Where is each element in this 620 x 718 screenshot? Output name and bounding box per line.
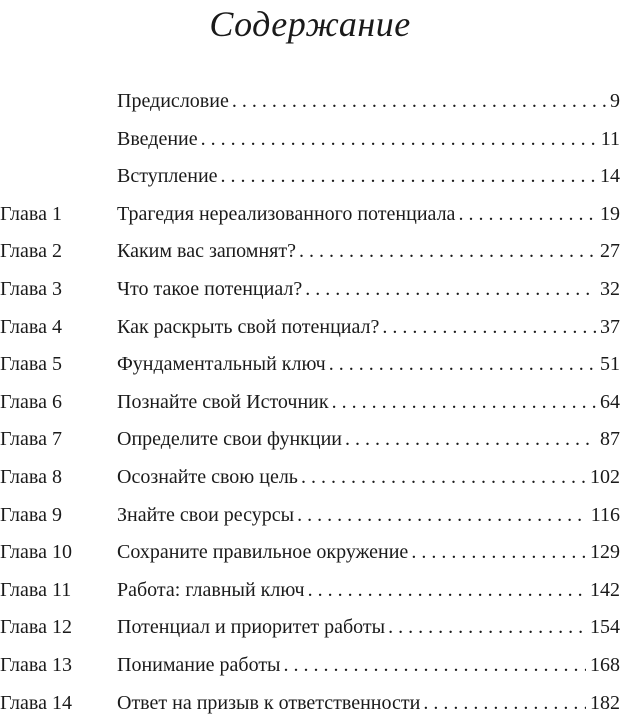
toc-page-number: 182 <box>590 691 620 714</box>
toc-entry-title: Определите свои функции <box>117 428 342 451</box>
toc-chapter-label: Глава 11 <box>0 578 72 601</box>
toc-dot-leader <box>411 537 586 567</box>
toc-entry <box>117 86 620 116</box>
toc-entry <box>117 688 620 718</box>
toc-row <box>0 86 620 116</box>
toc-chapter-label: Глава 9 <box>0 503 62 526</box>
toc-row <box>0 236 620 266</box>
toc-row <box>0 124 620 154</box>
page-title: Содержание <box>209 4 411 44</box>
toc-page-number: 64 <box>600 390 620 413</box>
toc-entry-title: Осознайте свою цель <box>117 466 298 488</box>
toc-entry-title: Трагедия нереализованного потенциала <box>117 202 456 225</box>
toc-page-number: 9 <box>610 90 620 112</box>
toc-entry <box>117 387 620 417</box>
toc-page-number: 51 <box>600 353 620 376</box>
toc-entry <box>117 612 620 642</box>
toc-dot-leader <box>329 349 596 379</box>
toc-entry <box>117 462 620 492</box>
toc-chapter-label: Глава 12 <box>0 616 72 639</box>
toc-page-number: 116 <box>590 503 620 526</box>
toc-entry <box>117 161 620 191</box>
toc-dot-leader <box>221 161 596 191</box>
toc-row <box>0 161 620 191</box>
toc-entry-title: Работа: главный ключ <box>117 578 305 601</box>
toc-dot-leader <box>301 462 586 492</box>
toc-row <box>0 424 620 454</box>
toc-entry-title: Что такое потенциал? <box>117 278 303 300</box>
toc-page-number: 37 <box>600 315 620 338</box>
toc-entry <box>117 650 620 680</box>
toc-row <box>0 349 620 379</box>
toc-entry-title: Как раскрыть свой потенциал? <box>117 315 380 338</box>
toc-row <box>0 537 620 567</box>
toc-page-number: 19 <box>600 202 620 225</box>
toc-row <box>0 650 620 680</box>
toc-entry <box>117 537 620 567</box>
toc-row <box>0 462 620 492</box>
toc-row <box>0 274 620 304</box>
toc-entry-title: Понимание работы <box>117 654 281 676</box>
toc-chapter-label: Глава 7 <box>0 428 62 451</box>
toc-dot-leader <box>201 124 597 154</box>
toc-entry <box>117 124 620 154</box>
toc-dot-leader <box>297 500 587 530</box>
toc-dot-leader <box>284 650 587 680</box>
toc-chapter-label: Глава 14 <box>0 691 72 714</box>
toc-dot-leader <box>305 274 596 304</box>
toc-chapter-label: Глава 5 <box>0 353 62 376</box>
toc-page-number: 14 <box>600 165 620 188</box>
toc-entry-title: Знайте свои ресурсы <box>117 503 295 526</box>
toc-chapter-label: Глава 13 <box>0 654 72 676</box>
toc-dot-leader <box>382 312 596 342</box>
toc-chapter-label: Глава 6 <box>0 390 62 413</box>
toc-dot-leader <box>299 236 596 266</box>
toc-chapter-label: Глава 3 <box>0 278 62 300</box>
toc-dot-leader <box>345 424 596 454</box>
toc-row <box>0 312 620 342</box>
toc-dot-leader <box>232 86 606 116</box>
toc-dot-leader <box>458 199 596 229</box>
toc-entry <box>117 349 620 379</box>
toc-row <box>0 688 620 718</box>
toc-dot-leader <box>308 575 586 605</box>
toc-dot-leader <box>388 612 586 642</box>
toc-row <box>0 199 620 229</box>
toc-row <box>0 612 620 642</box>
toc-entry-title: Предисловие <box>117 90 229 112</box>
toc-page-number: 27 <box>600 240 620 263</box>
toc-entry <box>117 199 620 229</box>
toc-chapter-label: Глава 1 <box>0 202 62 225</box>
toc-page-number: 87 <box>600 428 620 451</box>
toc-entry <box>117 236 620 266</box>
toc-entry <box>117 274 620 304</box>
toc-page-number: 142 <box>590 578 620 601</box>
toc-row <box>0 500 620 530</box>
toc-page-number: 154 <box>590 616 620 639</box>
toc-chapter-label: Глава 10 <box>0 541 72 564</box>
toc-entry-title: Сохраните правильное окружение <box>117 541 409 564</box>
toc-page-number: 168 <box>590 654 620 676</box>
toc-entry-title: Введение <box>117 127 198 150</box>
toc-entry <box>117 575 620 605</box>
toc-entry-title: Каким вас запомнят? <box>117 240 296 263</box>
toc-dot-leader <box>423 688 586 718</box>
toc-page-number: 129 <box>590 541 620 564</box>
toc-entry-title: Вступление <box>117 165 218 188</box>
toc-entry <box>117 312 620 342</box>
toc-row <box>0 387 620 417</box>
toc-entry <box>117 500 620 530</box>
toc-entry-title: Фундаментальный ключ <box>117 353 326 376</box>
toc-entry <box>117 424 620 454</box>
toc-page-number: 102 <box>590 466 620 488</box>
toc-page-number: 11 <box>600 127 620 150</box>
toc-entry-title: Потенциал и приоритет работы <box>117 616 386 639</box>
toc-chapter-label: Глава 4 <box>0 315 62 338</box>
toc-entry-title: Познайте свой Источник <box>117 390 329 413</box>
toc-entry-title: Ответ на призыв к ответственности <box>117 691 421 714</box>
toc-chapter-label: Глава 2 <box>0 240 62 263</box>
toc-row <box>0 575 620 605</box>
toc-dot-leader <box>332 387 596 417</box>
toc-chapter-label: Глава 8 <box>0 466 62 488</box>
toc-page-number: 32 <box>600 278 620 300</box>
